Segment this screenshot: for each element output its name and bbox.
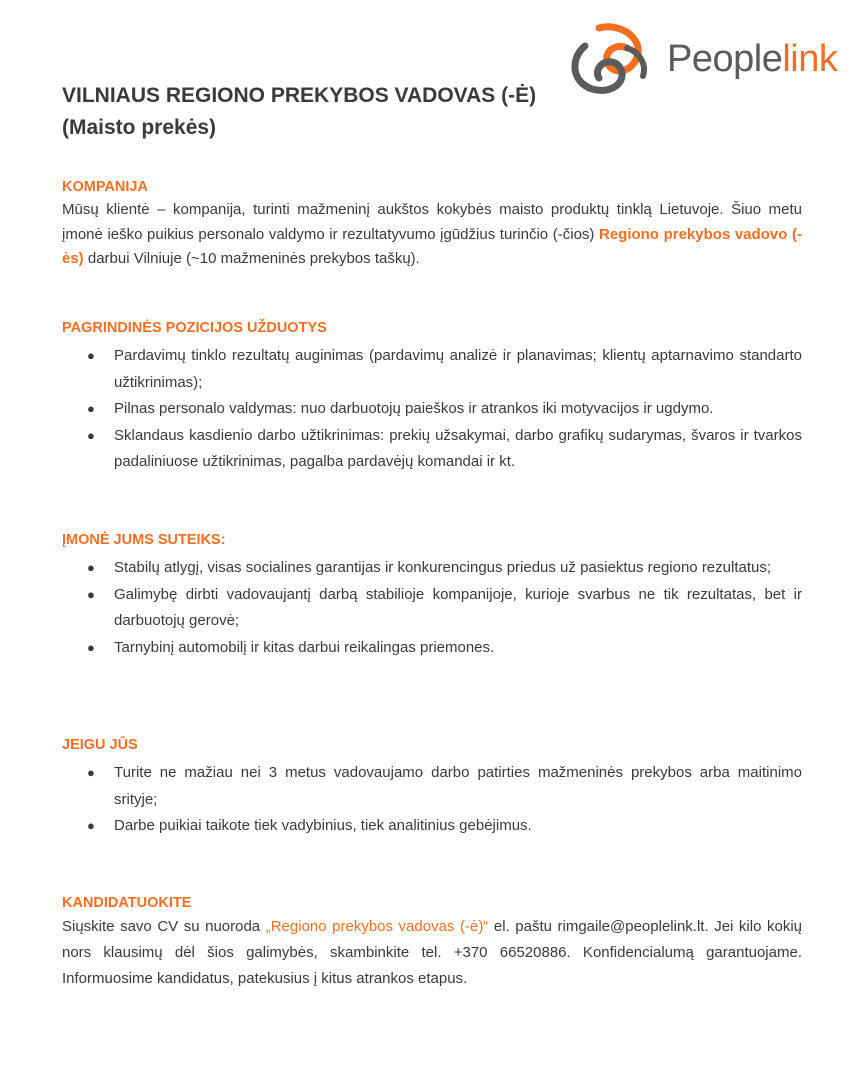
offer-list	[62, 555, 802, 661]
list-item-text: Pilnas personalo valdymas: nuo darbuotojų paieškos ir atrankos iki motyvacijos ir ugdymo.	[114, 400, 714, 417]
list-item-text: Tarnybinį automobilį ir kitas darbui reikalingas priemones.	[114, 638, 495, 656]
list-item	[62, 582, 802, 635]
tasks-heading: PAGRINDINĖS POZICIJOS UŽDUOTYS	[62, 320, 327, 336]
company-text-end: darbui Vilniuje (~10 mažmeninės prekybos taškų).	[83, 250, 420, 267]
list-item-text: Sklandaus kasdienio darbo užtikrinimas: prekių užsakymai, darbo grafikų sudarymas, švaros ir tvarkos padaliniuose užtikrinimas, pagalba pardavėjų komandai ir kt.	[114, 426, 802, 470]
offer-section	[62, 529, 802, 661]
list-item	[62, 635, 802, 662]
company-heading: KOMPANIJA	[62, 179, 148, 195]
bullet-icon: ●	[87, 348, 95, 363]
logo-wordmark	[667, 36, 837, 82]
apply-text: Siųskite savo CV su nuoroda	[62, 918, 266, 935]
list-item	[62, 760, 802, 813]
company-text: Mūsų klientė – kompanija, turinti mažmeninį aukštos kokybės maisto produktų tinklą Lietuvoje. Šiuo metu įmonė ieško puikius personalo valdymo ir rezultatyvumo įgūdžius turinčio (-čios)	[62, 201, 802, 243]
list-item-text: Pardavimų tinklo rezultatų auginimas (pardavimų analizė ir planavimas; klientų aptarnavimo standarto užtikrinimas);	[114, 347, 802, 391]
logo-word-people: People	[667, 38, 783, 80]
list-item-text: Turite ne mažiau nei 3 metus vadovaujamo darbo patirties mažmeninės prekybos arba maitinimo srityje;	[114, 764, 802, 808]
bullet-icon: ●	[87, 818, 95, 833]
requirements-list	[62, 760, 802, 840]
bullet-icon: ●	[87, 639, 95, 655]
list-item-text: Stabilų atlygį, visas socialines garantijas ir konkurencingus priedus už pasiektus regiono rezultatus;	[114, 559, 772, 576]
requirements-section	[62, 734, 802, 840]
logo-word-link: link	[782, 38, 838, 80]
company-description	[62, 198, 802, 272]
list-item-text: Darbe puikiai taikote tiek vadybinius, tiek analitinius gebėjimus.	[114, 817, 532, 834]
bullet-icon: ●	[87, 765, 95, 780]
list-item-text: Galimybę dirbti vadovaujantį darbą stabilioje kompanijoje, kurioje svarbus ne tik rezultatas, bet ir darbuotojų gerovė;	[114, 585, 802, 629]
list-item	[62, 343, 802, 396]
job-title-line1: VILNIAUS REGIONO PREKYBOS VADOVAS (-Ė)	[62, 84, 537, 107]
list-item	[62, 396, 802, 423]
list-item	[62, 555, 802, 582]
requirements-heading: JEIGU JŪS	[62, 737, 138, 753]
offer-heading: ĮMONĖ JUMS SUTEIKS:	[62, 532, 226, 548]
job-title-line2: (Maisto prekės)	[62, 116, 217, 139]
job-title	[62, 80, 622, 144]
tasks-list	[62, 343, 802, 476]
position-highlight: Regiono prekybos vadovo (-ės)	[62, 225, 802, 267]
bullet-icon: ●	[87, 427, 95, 443]
company-section	[62, 176, 802, 272]
bullet-icon: ●	[87, 401, 95, 416]
list-item	[62, 423, 802, 476]
apply-text-end: el. paštu rimgaile@peoplelink.lt. Jei kilo kokių nors klausimų dėl šios galimybės, skambinkite tel. +370 66520886. Konfidencialumą garantuojame. Informuosime kandidatus, patekusius į kitus atrankos etapus.	[62, 918, 802, 987]
apply-description	[62, 914, 802, 992]
list-item	[62, 813, 802, 840]
apply-heading: KANDIDATUOKITE	[62, 895, 192, 911]
bullet-icon: ●	[87, 586, 95, 602]
reference-highlight: „Regiono prekybos vadovas (-ė)“	[265, 918, 489, 935]
apply-section	[62, 892, 802, 992]
tasks-section	[62, 317, 802, 476]
bullet-icon: ●	[87, 560, 95, 575]
